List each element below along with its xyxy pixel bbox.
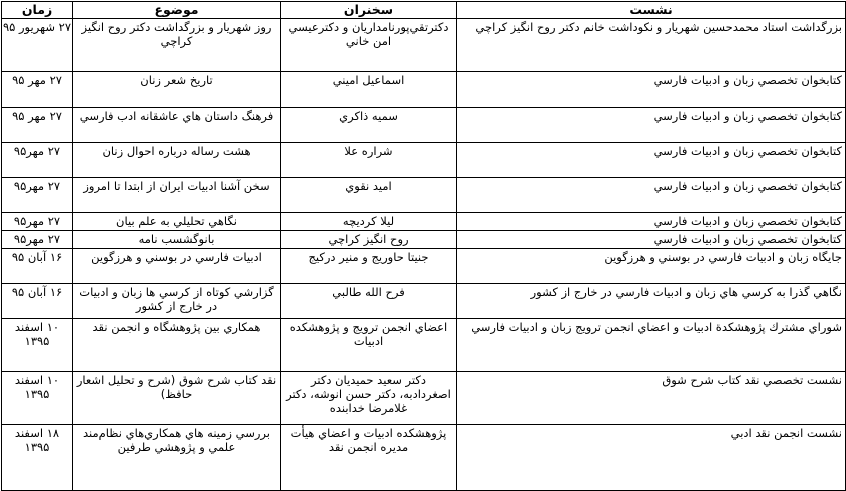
speakers-cell: سميه ذاكري — [281, 108, 457, 143]
speakers-cell: اسماعيل اميني — [281, 72, 457, 108]
speakers-cell: دكترتقي‌پورنامداريان و دكترعيسي امن خاني — [281, 19, 457, 72]
speakers-cell: جنيتا حاوريج و منير دركيج — [281, 249, 457, 284]
session-cell: جايگاه زبان و ادبيات فارسي در بوسني و هرزگوين — [457, 249, 846, 284]
session-cell: نشست انجمن نقد ادبي — [457, 425, 846, 491]
session-cell: كتابخوان تخصصي زبان و ادبيات فارسي — [457, 108, 846, 143]
speakers-cell: فرح الله طالبي — [281, 284, 457, 319]
topic-cell: ادبيات فارسي در بوسني و هرزگوين — [73, 249, 281, 284]
table-row — [2, 19, 846, 72]
session-cell: كتابخوان تخصصي زبان و ادبيات فارسي — [457, 143, 846, 178]
date-cell: ۱۰ اسفند ۱۳۹۵ — [2, 372, 73, 425]
session-cell: كتابخوان تخصصي زبان و ادبيات فارسي — [457, 72, 846, 108]
topic-cell: بررسي زمينه هاي همكاري‌هاي نظام‌مند علمي و پژوهشي طرفين — [73, 425, 281, 491]
topic-cell: بانوگشسب نامه — [73, 231, 281, 249]
session-cell: شوراي مشترك پژوهشكدة ادبيات و اعضاي انجمن ترويج زبان و ادبيات فارسي — [457, 319, 846, 372]
table-row — [2, 213, 846, 231]
topic-cell: همكاري بين پژوهشگاه و انجمن نقد — [73, 319, 281, 372]
topic-cell: سخن آشنا ادبيات ايران از ابتدا تا امروز — [73, 178, 281, 213]
date-cell: ۱۰ اسفند ۱۳۹۵ — [2, 319, 73, 372]
topic-cell: نگاهي تحليلي به علم بيان — [73, 213, 281, 231]
date-cell: ۲۷ مهر۹۵ — [2, 231, 73, 249]
speakers-cell: اميد نقوي — [281, 178, 457, 213]
table-row — [2, 319, 846, 372]
header-speakers: سخنران — [281, 2, 457, 19]
speakers-cell: پژوهشكده ادبيات و اعضاي هيأت مديره انجمن نقد — [281, 425, 457, 491]
table-row — [2, 231, 846, 249]
session-cell: كتابخوان تخصصي زبان و ادبيات فارسي — [457, 213, 846, 231]
topic-cell: گزارشي كوتاه از كرسي ها زبان و ادبيات در خارج از كشور — [73, 284, 281, 319]
speakers-cell: ليلا كرديچه — [281, 213, 457, 231]
session-cell: كتابخوان تخصصي زبان و ادبيات فارسي — [457, 231, 846, 249]
header-topic: موضوع — [73, 2, 281, 19]
session-cell: نشست تخصصي نقد كتاب شرح شوق — [457, 372, 846, 425]
date-cell: ۱۶ آبان ۹۵ — [2, 249, 73, 284]
table-row — [2, 72, 846, 108]
topic-cell: فرهنگ داستان هاي عاشقانه ادب فارسي — [73, 108, 281, 143]
topic-cell: تاريخ شعر زنان — [73, 72, 281, 108]
header-date: زمان — [2, 2, 73, 19]
table-row — [2, 178, 846, 213]
date-cell: ۲۷ مهر۹۵ — [2, 178, 73, 213]
speakers-cell: دكتر سعيد حميديان دكتر اصغردادبه، دكتر حسن انوشه، دكتر غلامرضا خدابنده — [281, 372, 457, 425]
speakers-cell: اعضاي انجمن ترويج و پژوهشكده ادبيات — [281, 319, 457, 372]
table-row — [2, 249, 846, 284]
date-cell: ۲۷ مهر ۹۵ — [2, 108, 73, 143]
session-cell: كتابخوان تخصصي زبان و ادبيات فارسي — [457, 178, 846, 213]
topic-cell: روز شهريار و بزرگداشت دكتر روح انگيز كراچي — [73, 19, 281, 72]
session-cell: بزرگداشت استاد محمدحسين شهريار و نكوداشت خانم دكتر روح انگيز كراچي — [457, 19, 846, 72]
date-cell: ۱۸ اسفند ۱۳۹۵ — [2, 425, 73, 491]
header-row — [2, 2, 846, 19]
date-cell: ۱۶ آبان ۹۵ — [2, 284, 73, 319]
date-cell: ۲۷ مهر۹۵ — [2, 143, 73, 178]
date-cell: ۲۷ مهر۹۵ — [2, 213, 73, 231]
table-row — [2, 284, 846, 319]
table-row — [2, 143, 846, 178]
table-row — [2, 372, 846, 425]
sessions-table — [1, 1, 846, 491]
topic-cell: هشت رساله درباره احوال زنان — [73, 143, 281, 178]
topic-cell: نقد كتاب شرح شوق (شرح و تحليل اشعار حافظ) — [73, 372, 281, 425]
table-row — [2, 425, 846, 491]
speakers-cell: روح انگيز كراچي — [281, 231, 457, 249]
speakers-cell: شراره علا — [281, 143, 457, 178]
header-session: نشست — [457, 2, 846, 19]
session-cell: نگاهي گذرا به كرسي هاي زبان و ادبيات فارسي در خارج از كشور — [457, 284, 846, 319]
date-cell: ۲۷ شهريور ۹۵ — [2, 19, 73, 72]
table-row — [2, 108, 846, 143]
date-cell: ۲۷ مهر ۹۵ — [2, 72, 73, 108]
